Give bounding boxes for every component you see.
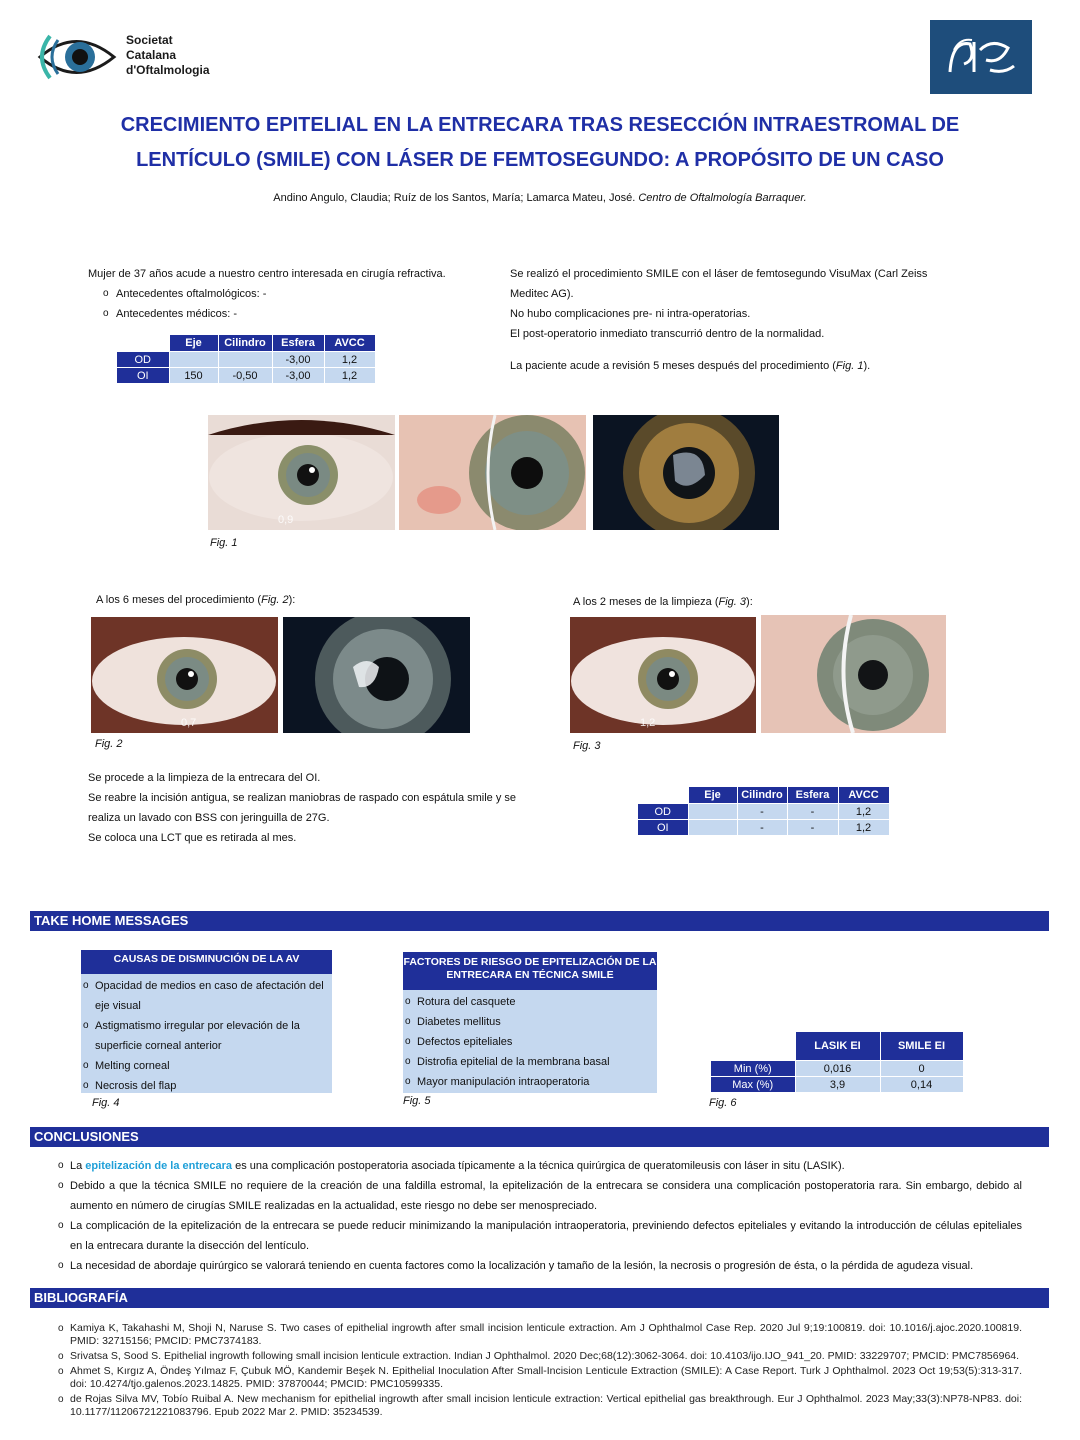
reference-item: o Ahmet S, Kırgız A, Öndeş Yılmaz F, Çubuk MÖ, Kandemir Beşek N. Epithelial Inoculation After Small-Incision Lenticule Extraction (SMILE): A Case Report. Turk J Ophthalmol. 2023 Oct 19;53(5):313-317. doi: 10.4274/tjo.galenos.2023.14825. PMID: 37870044; PMCID: PMC10599335. xyxy=(60,1365,1022,1391)
bibliography-list xyxy=(60,1322,1022,1421)
procedure-line: Meditec AG). xyxy=(510,288,574,300)
table-cell: 150 xyxy=(169,368,218,384)
eye-photo-icon xyxy=(570,617,756,733)
procedure-text xyxy=(510,264,980,376)
barraquer-logo xyxy=(930,20,1032,94)
fig1-photo-1 xyxy=(208,415,395,530)
fig4-caption: Fig. 4 xyxy=(92,1097,120,1109)
risk-item: o Rotura del casquete xyxy=(403,992,657,1012)
fig1-photo-2 xyxy=(399,415,586,530)
fig1-caption: Fig. 1 xyxy=(210,537,238,549)
incidence-table xyxy=(710,1031,964,1093)
procedure-line: No hubo complicaciones pre- ni intra-operatorias. xyxy=(510,308,751,320)
bibliography-header: BIBLIOGRAFÍA xyxy=(30,1288,1049,1308)
row-label: OI xyxy=(117,368,170,384)
table-cell: -0,50 xyxy=(218,368,272,384)
barraquer-emblem-icon xyxy=(930,20,1032,94)
refraction-table-pre xyxy=(116,334,376,384)
risk-factors-box xyxy=(403,952,657,1093)
risk-title: FACTORES DE RIESGO DE EPITELIZACIÓN DE LA ENTRECARA EN TÉCNICA SMILE xyxy=(403,952,657,990)
table-header: Eje xyxy=(688,787,737,804)
conclusion-item: o La complicación de la epitelización de la entrecara se puede reducir minimizando la manipulación intraoperatoria, previniendo defectos epiteliales y evitando la introducción de células epiteliales en la entrecara durante la disección del lentículo. xyxy=(60,1216,1022,1256)
conclusion-item: o La necesidad de abordaje quirúrgico se valorará teniendo en cuenta factores como la localización y tamaño de la lesión, la necrosis o progresión de ésta, o la pérdida de agudeza visual. xyxy=(60,1256,1022,1276)
fig3-photo-1 xyxy=(570,617,756,733)
authors xyxy=(60,192,1020,204)
procedure-line: El post-operatorio inmediato transcurrió dentro de la normalidad. xyxy=(510,328,825,340)
title-line-2: LENTÍCULO (SMILE) CON LÁSER DE FEMTOSEGUNDO: A PROPÓSITO DE UN CASO xyxy=(136,149,944,171)
case-bullet: o Antecedentes médicos: - xyxy=(88,304,488,324)
societat-logo xyxy=(36,28,236,86)
table-cell xyxy=(688,804,737,820)
table-cell: 0,016 xyxy=(795,1061,880,1077)
risk-item: o Defectos epiteliales xyxy=(403,1032,657,1052)
row-label: Max (%) xyxy=(711,1077,796,1093)
author-center: Centro de Oftalmología Barraquer. xyxy=(638,192,807,204)
fig3-caption: Fig. 3 xyxy=(573,740,601,752)
causes-item: o Opacidad de medios en caso de afectación del eje visual xyxy=(81,976,326,1016)
fig2-photo-2 xyxy=(283,617,470,733)
table-cell: -3,00 xyxy=(272,368,324,384)
risk-item: o Diabetes mellitus xyxy=(403,1012,657,1032)
fig3-photo-2 xyxy=(761,615,946,733)
table-cell: 1,2 xyxy=(838,804,889,820)
cleaning-line: Se coloca una LCT que es retirada al mes. xyxy=(88,832,297,844)
table-header: LASIK EI xyxy=(795,1032,880,1061)
procedure-line: Se realizó el procedimiento SMILE con el láser de femtosegundo VisuMax (Carl Zeiss xyxy=(510,268,928,280)
table-cell xyxy=(169,352,218,368)
table-header: Cilindro xyxy=(737,787,787,804)
table-cell: 0 xyxy=(880,1061,963,1077)
conclusions-list xyxy=(60,1156,1022,1276)
refraction-table-post xyxy=(637,786,890,836)
row-label: Min (%) xyxy=(711,1061,796,1077)
table-header: Eje xyxy=(169,335,218,352)
fig1-photo-3 xyxy=(593,415,779,530)
cleaning-line: Se procede a la limpieza de la entrecara del OI. xyxy=(88,772,321,784)
fig1-acuity: 0,9 xyxy=(278,514,294,526)
highlight-term: epitelización de la entrecara xyxy=(85,1160,233,1172)
risk-item: o Mayor manipulación intraoperatoria xyxy=(403,1072,657,1092)
conclusion-item: o La epitelización de la entrecara es una complicación postoperatoria asociada típicamente a la técnica quirúrgica de queratomileusis con láser in situ (LASIK). xyxy=(60,1156,1022,1176)
table-cell: 0,14 xyxy=(880,1077,963,1093)
eye-logo-icon xyxy=(36,28,118,86)
fig2-photo-1 xyxy=(91,617,278,733)
table-header: AVCC xyxy=(838,787,889,804)
table-cell: 1,2 xyxy=(324,368,375,384)
causes-item: o Melting corneal xyxy=(81,1056,326,1076)
table-header: Esfera xyxy=(787,787,838,804)
procedure-line-5: La paciente acude a revisión 5 meses después del procedimiento (Fig. 1). xyxy=(510,360,871,372)
cleaning-text xyxy=(88,768,528,848)
poster-title xyxy=(60,108,1020,178)
table-cell: 1,2 xyxy=(324,352,375,368)
eye-photo-icon xyxy=(91,617,278,733)
author-names: Andino Angulo, Claudia; Ruíz de los Santos, María; Lamarca Mateu, José. xyxy=(273,192,636,204)
fig3-intro: A los 2 meses de la limpieza (Fig. 3): xyxy=(573,596,753,608)
cleaning-line: realiza un lavado con BSS con jeringuilla de 27G. xyxy=(88,812,330,824)
table-header: Esfera xyxy=(272,335,324,352)
table-cell: - xyxy=(737,804,787,820)
conclusion-item: o Debido a que la técnica SMILE no requiere de la creación de una faldilla estromal, la epitelización de la entrecara se considera una complicación postoperatoria rara. Sin embargo, debido al aumento en número de cirugías SMILE realizadas en la actualidad, este riesgo no debe ser menospreciado. xyxy=(60,1176,1022,1216)
row-label: OD xyxy=(117,352,170,368)
eye-closeup-icon xyxy=(399,415,586,530)
causes-item: o Necrosis del flap xyxy=(81,1076,326,1096)
table-header: Cilindro xyxy=(218,335,272,352)
table-cell: -3,00 xyxy=(272,352,324,368)
table-cell: - xyxy=(787,820,838,836)
logo-line-1: Societat xyxy=(126,33,173,47)
title-line-1: CRECIMIENTO EPITELIAL EN LA ENTRECARA TRAS RESECCIÓN INTRAESTROMAL DE xyxy=(120,114,960,136)
fig2-intro: A los 6 meses del procedimiento (Fig. 2): xyxy=(96,594,296,606)
take-home-header: TAKE HOME MESSAGES xyxy=(30,911,1049,931)
reference-item: o Srivatsa S, Sood S. Epithelial ingrowth following small incision lenticule extraction. Indian J Ophthalmol. 2020 Dec;68(12):3062-3064. doi: 10.4103/ijo.IJO_941_20. PMID: 33229707; PMCID: PMC7856964. xyxy=(60,1350,1022,1363)
fig2-caption: Fig. 2 xyxy=(95,738,123,750)
row-label: OD xyxy=(638,804,689,820)
fig2-acuity: 0,7 xyxy=(181,717,197,729)
eye-photo-icon xyxy=(208,415,395,530)
table-header: SMILE EI xyxy=(880,1032,963,1061)
logo-line-2: Catalana xyxy=(126,48,177,62)
case-bullet: o Antecedentes oftalmológicos: - xyxy=(88,284,488,304)
slit-lamp-icon xyxy=(593,415,779,530)
table-cell xyxy=(688,820,737,836)
table-cell: - xyxy=(737,820,787,836)
causes-title: CAUSAS DE DISMINUCIÓN DE LA AV xyxy=(81,950,332,974)
conclusions-header: CONCLUSIONES xyxy=(30,1127,1049,1147)
reference-item: o Kamiya K, Takahashi M, Shoji N, Naruse S. Two cases of epithelial ingrowth after small incision lenticule extraction. Am J Ophthalmol Case Rep. 2020 Jul 9;19:100819. doi: 10.1016/j.ajoc.2020.100819. PMID: 32715156; PMCID: PMC7374183. xyxy=(60,1322,1022,1348)
eye-closeup-icon xyxy=(761,615,946,733)
causes-box xyxy=(81,950,332,1093)
reference-item: o de Rojas Silva MV, Tobío Ruibal A. New mechanism for epithelial ingrowth after small incision lenticule extraction: Vertical epithelial gas breakthrough. Eur J Ophthalmol. 2023 May;33(3):NP78-NP83. doi: 10.1177/11206721221083796. Epub 2022 Mar 2. PMID: 35234539. xyxy=(60,1393,1022,1419)
row-label: OI xyxy=(638,820,689,836)
causes-item: o Astigmatismo irregular por elevación de la superficie corneal anterior xyxy=(81,1016,326,1056)
table-header: AVCC xyxy=(324,335,375,352)
risk-item: o Distrofia epitelial de la membrana basal xyxy=(403,1052,657,1072)
logo-line-3: d'Oftalmologia xyxy=(126,63,210,77)
table-cell: 1,2 xyxy=(838,820,889,836)
table-cell: 3,9 xyxy=(795,1077,880,1093)
fig6-caption: Fig. 6 xyxy=(709,1097,737,1109)
cleaning-line: Se reabre la incisión antigua, se realizan maniobras de raspado con espátula smile y se xyxy=(88,792,517,804)
table-cell xyxy=(218,352,272,368)
slit-lamp-icon xyxy=(283,617,470,733)
fig5-caption: Fig. 5 xyxy=(403,1095,431,1107)
case-intro xyxy=(88,264,488,324)
case-intro-text: Mujer de 37 años acude a nuestro centro interesada en cirugía refractiva. xyxy=(88,268,446,280)
fig3-acuity: 1,2 xyxy=(640,717,656,729)
table-cell: - xyxy=(787,804,838,820)
